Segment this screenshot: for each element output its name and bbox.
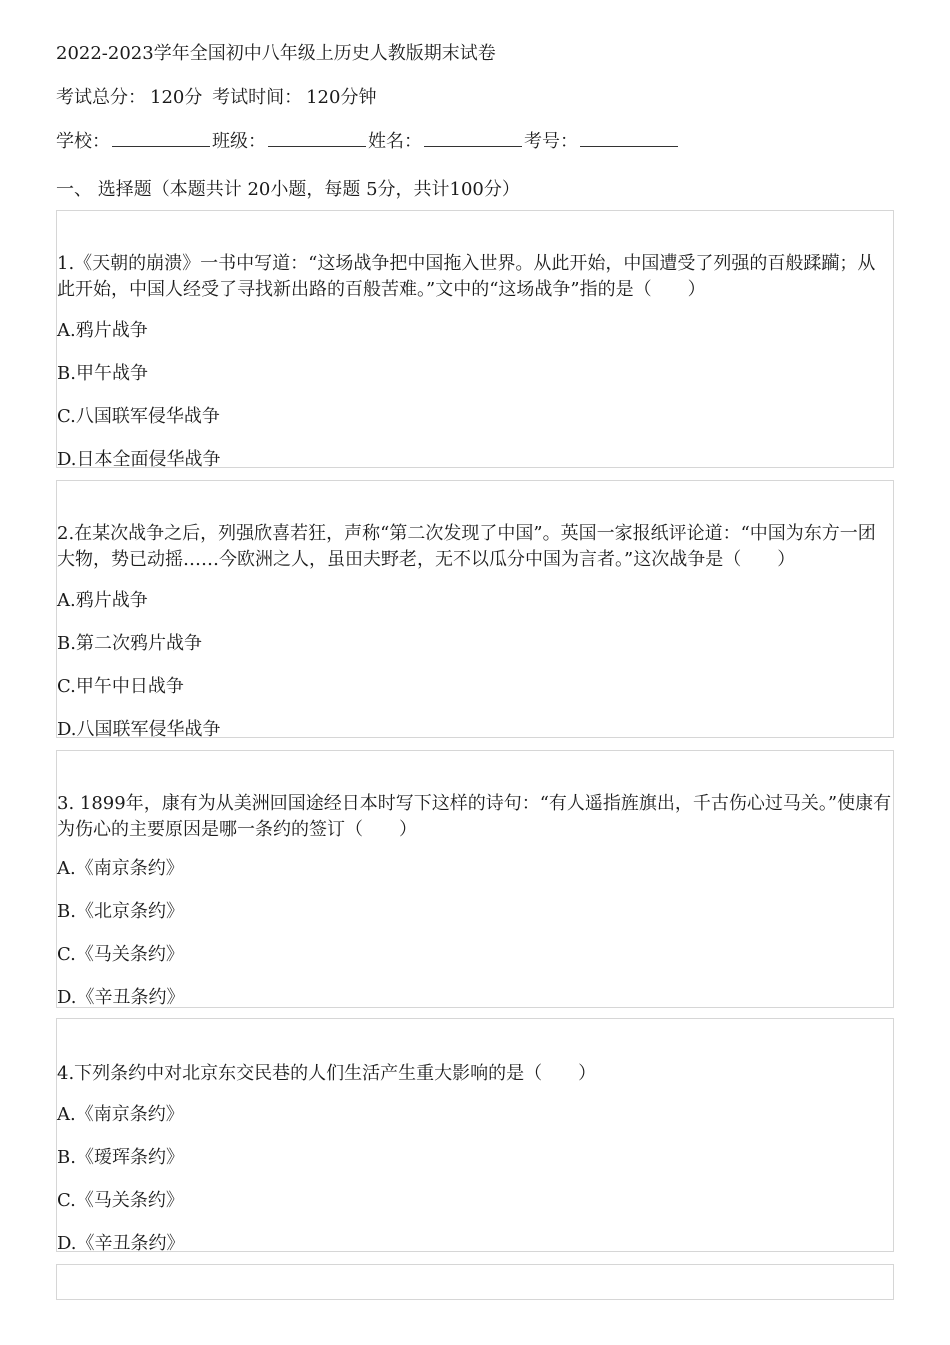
school-label: 学校：: [56, 131, 110, 152]
question-text-1: 1.《天朝的崩溃》一书中写道：“这场战争把中国拖入世界。从此开始，中国遭受了列强的百般蹂躏；从此开始，中国人经受了寻找新出路的百般苦难。”文中的“这场战争”指的是（ ）: [57, 253, 876, 300]
question-card-2: [56, 480, 894, 738]
total-score-label: 考试总分：: [56, 87, 146, 108]
question-text-3: 3. 1899年，康有为从美洲回国途经日本时写下这样的诗句：“有人遥指旌旗出，千古伤心过马关。”使康有为伤心的主要原因是哪一条约的签订（ ）: [57, 793, 892, 840]
option-4-a[interactable]: A.《南京条约》: [57, 1104, 184, 1125]
option-4-d[interactable]: D.《辛丑条约》: [57, 1233, 185, 1254]
time-label: 考试时间：: [212, 87, 303, 108]
name-label: 姓名：: [368, 131, 422, 152]
student-info: [56, 130, 680, 154]
option-4-b[interactable]: B.《瑷珲条约》: [57, 1147, 184, 1168]
class-label: 班级：: [212, 131, 266, 152]
question-card-5: [56, 1264, 894, 1300]
question-card-1: [56, 210, 894, 468]
option-3-b[interactable]: B.《北京条约》: [57, 901, 184, 922]
option-3-a[interactable]: A.《南京条约》: [57, 858, 184, 879]
option-2-a[interactable]: A.鸦片战争: [57, 590, 148, 611]
number-label: 考号：: [524, 131, 578, 152]
option-2-b[interactable]: B.第二次鸦片战争: [57, 633, 202, 654]
option-3-d[interactable]: D.《辛丑条约》: [57, 987, 185, 1008]
name-blank[interactable]: [424, 130, 522, 147]
option-1-d[interactable]: D.日本全面侵华战争: [57, 449, 221, 470]
option-3-c[interactable]: C.《马关条约》: [57, 944, 184, 965]
question-card-3: [56, 750, 894, 1008]
school-blank[interactable]: [112, 130, 210, 147]
number-blank[interactable]: [580, 130, 678, 147]
option-1-b[interactable]: B.甲午战争: [57, 363, 148, 384]
exam-title: 2022-2023学年全国初中八年级上历史人教版期末试卷: [56, 43, 496, 64]
question-text-4: 4.下列条约中对北京东交民巷的人们生活产生重大影响的是（ ）: [57, 1063, 597, 1084]
exam-meta: [56, 86, 380, 110]
class-blank[interactable]: [268, 130, 366, 147]
option-2-c[interactable]: C.甲午中日战争: [57, 676, 184, 697]
option-1-c[interactable]: C.八国联军侵华战争: [57, 406, 220, 427]
option-4-c[interactable]: C.《马关条约》: [57, 1190, 184, 1211]
question-text-2: 2.在某次战争之后，列强欣喜若狂，声称“第二次发现了中国”。英国一家报纸评论道：“中国为东方一团大物，势已动摇……今欧洲之人，虽田夫野老，无不以瓜分中国为言者。”这次战争是（ ）: [57, 523, 876, 570]
option-1-a[interactable]: A.鸦片战争: [57, 320, 148, 341]
total-score: 120分: [150, 87, 203, 108]
section-title: 一、 选择题（本题共计 20小题，每题 5分，共计100分）: [56, 179, 520, 200]
exam-time: 120分钟: [306, 87, 377, 108]
question-card-4: [56, 1018, 894, 1252]
option-2-d[interactable]: D.八国联军侵华战争: [57, 719, 221, 740]
